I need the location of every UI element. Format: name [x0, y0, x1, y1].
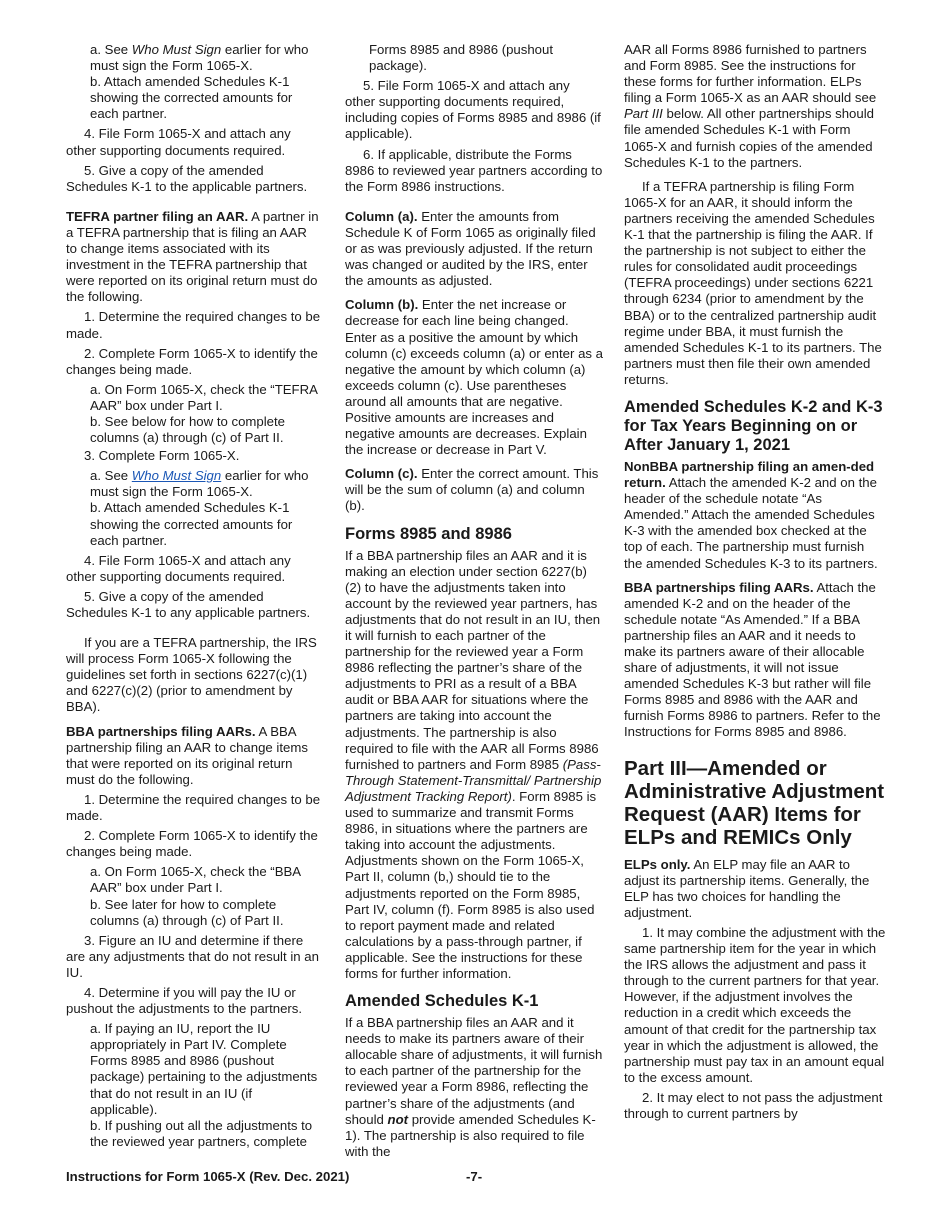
list-item: 5. Give a copy of the amended Schedules K-1 to the applicable partners. — [66, 162, 308, 194]
paragraph: ELPs only. An ELP may file an AAR to adjust its partnership items. Generally, the ELP has two choices for handling the adjustment. — [624, 856, 870, 920]
list-item: 3. Complete Form 1065-X. — [84, 448, 240, 464]
column-1 — [66, 42, 321, 1150]
paragraph: If a TEFRA partnership is filing Form 1065-X for an AAR, it should inform the partners receiving the amended Schedules K-1 that the partnership is filing the AAR. If the partnership is not subject to either the rules for consolidated audit proceedings (TEFRA proceedings) under sections 6221 through 6234 (prior to amendment by the BBA) or to the centralized partnership audit regime under BBA, it must furnish the amended Schedules K-1 to its partners. The partners must then file their own amended returns. — [624, 178, 882, 387]
paragraph: Column (b). Enter the net increase or decrease for each line being changed. Enter as a positive the amount by which column (c) exceeds column (a) or enter as a negative the amount by which column (a) exceeds column (c). Use parentheses around all amounts that are negative. Positive amounts are increases and negative amounts are decreases. Explain the increase or decrease in Part V. — [345, 297, 603, 458]
list-item: 2. Complete Form 1065-X to identify the changes being made. — [66, 345, 318, 377]
page-number: -7- — [466, 1169, 483, 1184]
paragraph: Column (c). Enter the correct amount. This will be the sum of column (a) and column (b). — [345, 466, 599, 514]
paragraph: AAR all Forms 8986 furnished to partners and Form 8985. See the instructions for these forms for further information. ELPs filing a Form 1065-X as an AAR should see Part III below. All other partnerships should file amended Schedules K-1 with Form 1065-X and furnish copies of the amended Schedules K-1 to the partners. — [624, 42, 877, 170]
paragraph: BBA partnerships filing AARs. A BBA partnership filing an AAR to change items that were reported on its original return must do the following. — [66, 723, 308, 787]
list-item: a. If paying an IU, report the IU appropriately in Part IV. Complete Forms 8985 and 8986 (pushout package) pertaining to the adjustments that do not result in an IU (if applicable). — [90, 1021, 318, 1117]
paragraph: If a BBA partnership files an AAR and it is making an election under section 6227(b)(2) to have the adjustments taken into account by the reviewed year partners, has adjustments that do not result in an IU, then it will furnish to each partner of the partnership for the reviewed year a Form 8986 reflecting the partner’s share of the adjustments to PRI as a result of a BBA audit or BBA AAR for situations where the partners are taking into account the adjustments. The partnership is also required to file with the AAR all Forms 8986 furnished to partners and Form 8985 (Pass-Through Statement-Transmittal/ Partnership Adjustment Tracking Report). Form 8985 is used to summarize and transmit Forms 8986, in situations where the partners are taking into account the adjustments. Adjustments shown on the Form 1065-X, Part II, column (b,) should tie to the adjustments reported on the Form 8985, Part IV, column (f). Form 8985 is also used to report payment made and related calculations by a pass-through partner, if applicable. See the instructions for these forms for further information. — [345, 547, 602, 981]
column-2 — [345, 42, 603, 1160]
who-must-sign-link[interactable]: Who Must Sign — [131, 468, 222, 484]
paragraph: NonBBA partnership filing an amen-ded return. Attach the amended K-2 and on the header of the schedule notate “As Amended.” Attach the amended Schedules K-3 with the amended box checked at the top of each. The partnership must furnish the amended Schedules K-3 to its partners. — [624, 458, 878, 571]
paragraph: TEFRA partner filing an AAR. A partner in a TEFRA partnership that is filing an AAR to change items associated with its investment in the TEFRA partnership that were reported on its original return must do the following. — [66, 208, 319, 305]
list-item: 5. Give a copy of the amended Schedules K-1 to any applicable partners. — [66, 588, 311, 620]
section-heading: Amended Schedules K-1 — [345, 992, 539, 1011]
list-item: 1. Determine the required changes to be made. — [66, 309, 321, 341]
list-item: 2. Complete Form 1065-X to identify the changes being made. — [66, 828, 318, 860]
paragraph: If you are a TEFRA partnership, the IRS will process Form 1065-X following the guidelines set forth in sections 6227(c)(1) and 6227(c)(2) (prior to amendment by BBA). — [66, 635, 317, 715]
list-item: 5. File Form 1065-X and attach any other supporting documents required, including copies of Forms 8985 and 8986 (if applicable). — [345, 78, 601, 142]
list-item: b. Attach amended Schedules K-1 showing the corrected amounts for each partner. — [90, 74, 293, 122]
list-item: a. See Who Must Sign earlier for who must sign the Form 1065-X. — [90, 468, 309, 500]
list-item: Forms 8985 and 8986 (pushout package). — [369, 42, 554, 74]
list-item: 4. File Form 1065-X and attach any other supporting documents required. — [66, 552, 291, 584]
page-footer — [66, 1169, 886, 1184]
list-item: 3. Figure an IU and determine if there are any adjustments that do not result in an IU. — [66, 932, 319, 980]
list-item: a. See Who Must Sign earlier for who must sign the Form 1065-X. — [90, 42, 309, 74]
list-item: a. On Form 1065-X, check the “TEFRA AAR” box under Part I. — [90, 381, 318, 413]
list-item: b. If pushing out all the adjustments to the reviewed year partners, complete — [90, 1117, 313, 1149]
list-item: 4. Determine if you will pay the IU or pushout the adjustments to the partners. — [66, 984, 303, 1017]
paragraph: BBA partnerships filing AARs. Attach the amended K-2 and on the header of the schedule notate “As Amended.” If a BBA partnership files an AAR and it needs to make its partners aware of their allocable share of adjustments, it will not issue amended Schedules K-3 but rather will file Forms 8985 and 8986 with the AAR and furnish Forms 8986 to partners. Refer to the Instructions for Forms 8985 and 8986. — [624, 579, 881, 740]
list-item: b. See later for how to complete columns (a) through (c) of Part II. — [90, 896, 284, 928]
list-item: b. Attach amended Schedules K-1 showing the corrected amounts for each partner. — [90, 500, 293, 548]
paragraph: If a BBA partnership files an AAR and it needs to make its partners aware of their allocable share of adjustments, it will furnish to each partner of the partnership for the reviewed year a Form 8986, reflecting the partner’s share of the adjustments (and should not provide amended Schedules K-1). The partnership is also required to file with the — [345, 1015, 603, 1159]
list-item: 1. It may combine the adjustment with the same partnership item for the year in which the IRS allows the adjustment and pass it through to the current partners for that year. However, if the adjustment involves the reduction in a credit which exceeds the amount of that credit for the partnership tax year in which the adjustment is allowed, the partnership must pay tax in an amount equal to the excess amount. — [624, 924, 886, 1085]
section-heading: Forms 8985 and 8986 — [345, 524, 512, 543]
part-heading: Part III—Amended or Administrative Adjustment Request (AAR) Items for ELPs and REMICs Only — [624, 756, 885, 849]
list-item: 1. Determine the required changes to be made. — [66, 791, 321, 824]
column-3 — [624, 42, 886, 1122]
list-item: 2. It may elect to not pass the adjustment through to current partners by — [624, 1089, 883, 1121]
list-item: b. See below for how to complete columns (a) through (c) of Part II. — [90, 413, 285, 446]
section-heading: Amended Schedules K-2 and K-3 for Tax Years Beginning on or After January 1, 2021 — [624, 397, 883, 454]
list-item: 4. File Form 1065-X and attach any other supporting documents required. — [66, 126, 291, 158]
paragraph: Column (a). Enter the amounts from Schedule K of Form 1065 as originally filed or as was previously adjusted. If the return was changed or audited by the IRS, enter the amounts as adjusted. — [345, 208, 596, 289]
list-item: a. On Form 1065-X, check the “BBA AAR” box under Part I. — [90, 864, 301, 896]
footer-title: Instructions for Form 1065-X (Rev. Dec. 2021) — [66, 1169, 350, 1184]
list-item: 6. If applicable, distribute the Forms 8986 to reviewed year partners according to the Form 8986 instructions. — [345, 146, 603, 194]
